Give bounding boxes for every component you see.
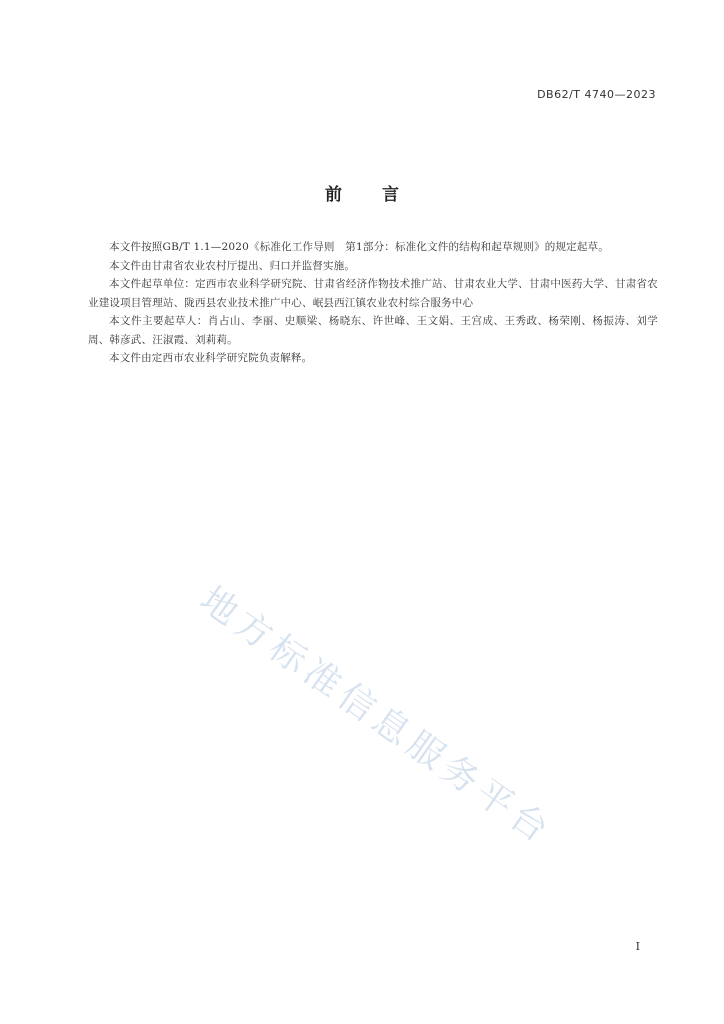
paragraph-drafters: 本文件主要起草人：肖占山、李丽、史顺梁、杨晓东、许世峰、王文娟、王宫成、王秀政、杨荣刚、杨振涛、刘学周、韩彦武、汪淑霞、刘莉莉。: [88, 315, 658, 346]
document-code: DB62/T 4740—2023: [537, 88, 656, 101]
foreword-body: [88, 238, 658, 368]
paragraph-drafting-units: 本文件起草单位：定西市农业科学研究院、甘肃省经济作物技术推广站、甘肃农业大学、甘肃中医药大学、甘肃省农业建设项目管理站、陇西县农业技术推广中心、岷县西江镇农业农村综合服务中心: [88, 278, 658, 309]
paragraph-interpretation: 本文件由定西市农业科学研究院负责解释。: [109, 352, 313, 364]
paragraph-drafting-rule: 本文件按照GB/T 1.1—2020《标准化工作导则 第1部分：标准化文件的结构和起草规则》的规定起草。: [109, 241, 609, 253]
page-number: I: [635, 940, 640, 953]
page-title: 前言: [325, 185, 439, 205]
watermark-text: 地方标准信息服务平台: [192, 579, 561, 854]
paragraph-proposer: 本文件由甘肃省农业农村厅提出、归口并监督实施。: [109, 259, 356, 272]
